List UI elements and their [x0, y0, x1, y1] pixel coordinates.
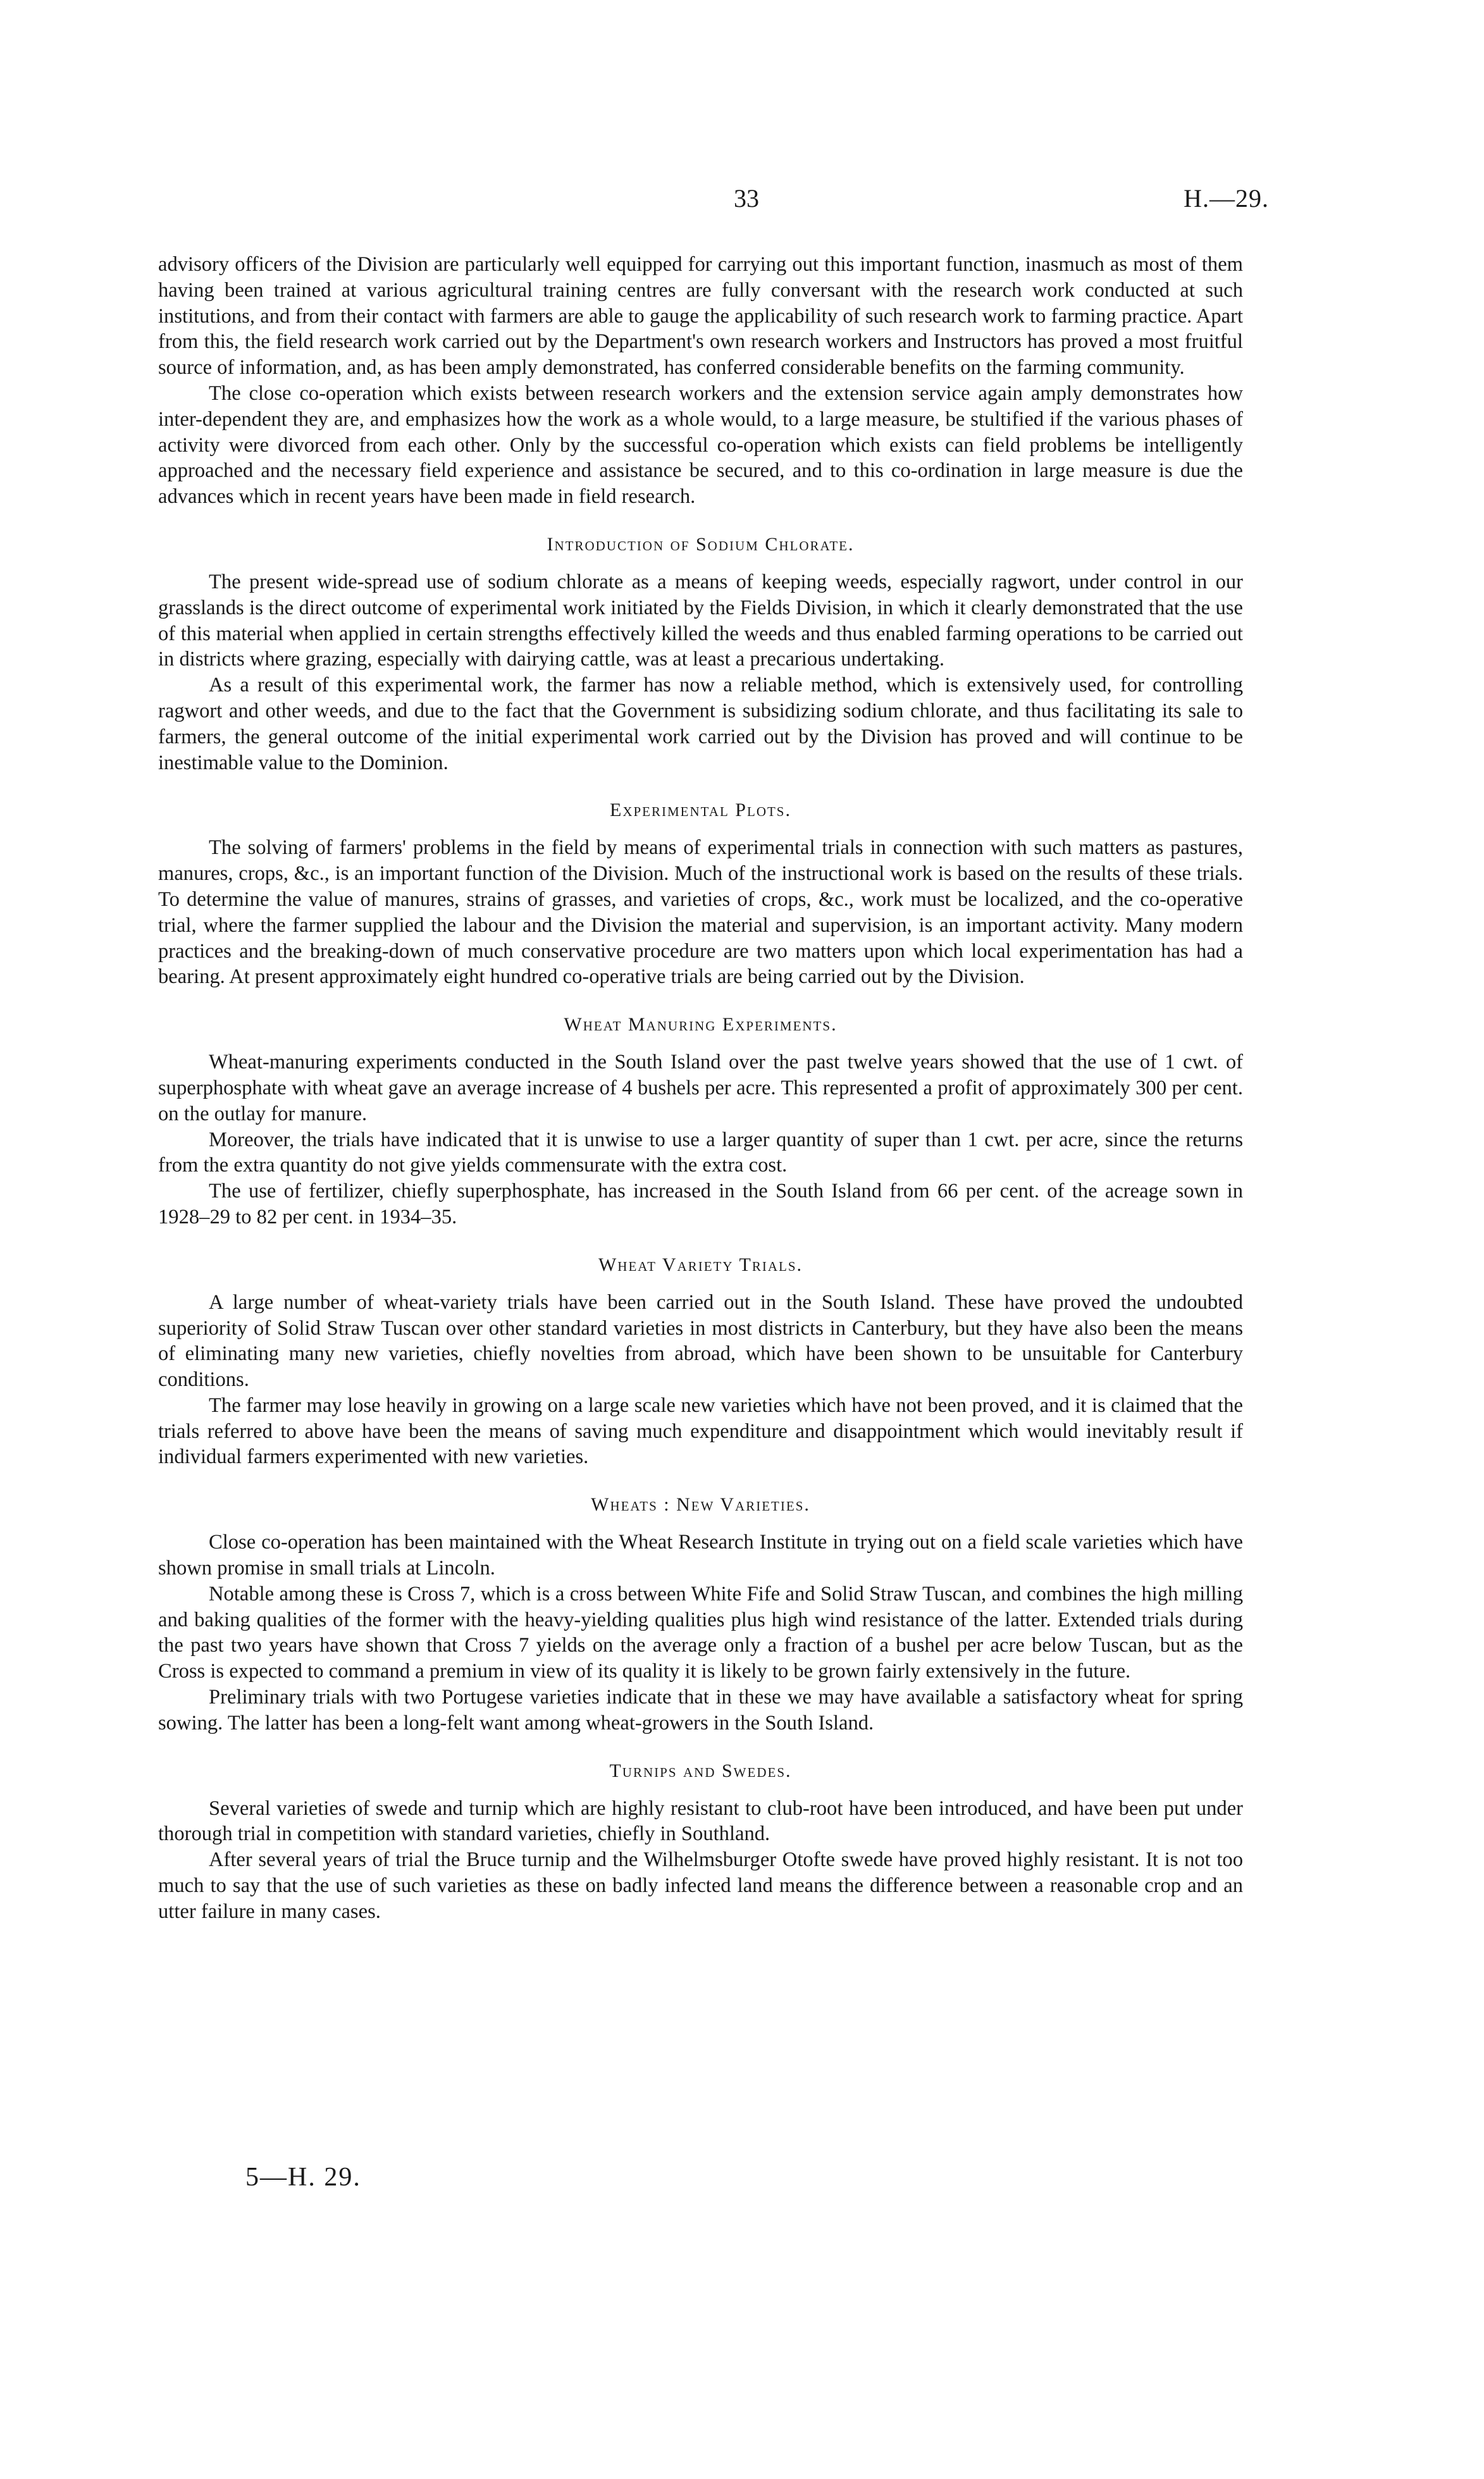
paragraph: advisory officers of the Division are particularly well equipped for carrying out this important function, inasmuch as most of them having been trained at various agricultural training centres are fully conversant with the research work conducted at such institutions, and from their contact with farmers are able to gauge the applicability of such research work to farming practice. Apart from this, the field research work carried out by the Department's own research workers and Instructors has proved a most fruitful source of information, and, as has been amply demonstrated, has conferred considerable benefits on the farming community. [158, 253, 1243, 380]
section-heading-wheat-variety-trials: Wheat Variety Trials. [598, 1254, 803, 1275]
paragraph: The solving of farmers' problems in the field by means of experimental trials in connection with such matters as pastures, manures, crops, &c., is an important function of the Division. Much of the instructional work is based on the results of these trials. To determine the value of manures, strains of grasses, and varieties of crops, &c., work must be localized, and the co-operative trial, where the farmer supplied the labour and the Division the material and supervision, is an important activity. Many modern practices and the breaking-down of much conservative procedure are two matters upon which local experimentation has had a bearing. At present approximately eight hundred co-operative trials are being carried out by the Division. [158, 836, 1243, 989]
paragraph: Several varieties of swede and turnip which are highly resistant to club-root have been introduced, and have been put under thorough trial in competition with standard varieties, chiefly in Southland. [158, 1796, 1243, 1846]
paragraph: Wheat-manuring experiments conducted in the South Island over the past twelve years showed that the use of 1 cwt. of superphosphate with wheat gave an average increase of 4 bushels per acre. This represented a profit of approximately 300 per cent. on the outlay for manure. [158, 1051, 1243, 1125]
paragraph: Notable among these is Cross 7, which is a cross between White Fife and Solid Straw Tuscan, and combines the high milling and baking qualities of the former with the heavy-yielding qualities plus high wind resistance of the latter. Extended trials during the past two years have shown that Cross 7 yields on the average only a fraction of a bushel per acre below Tuscan, but as the Cross is expected to command a premium in view of its quality it is likely to be grown fairly extensively in the future. [158, 1582, 1243, 1683]
section-heading-new-varieties: Wheats : New Varieties. [591, 1494, 810, 1516]
paragraph: After several years of trial the Bruce turnip and the Wilhelmsburger Otofte swede have proved highly resistant. It is not too much to say that the use of such varieties as these on badly infected land means the difference between a reasonable crop and an utter failure in many cases. [158, 1848, 1243, 1923]
paragraph: Moreover, the trials have indicated that it is unwise to use a larger quantity of super than 1 cwt. per acre, since the returns from the extra quantity do not give yields commensurate with the extra cost. [158, 1128, 1243, 1177]
paragraph: As a result of this experimental work, the farmer has now a reliable method, which is extensively used, for controlling ragwort and other weeds, and due to the fact that the Government is subsidizing sodium chlorate, and thus facilitating its sale to farmers, the general outcome of the initial experimental work carried out by the Division has proved and will continue to be inestimable value to the Dominion. [158, 674, 1243, 774]
section-heading-wheat-manuring: Wheat Manuring Experiments. [564, 1014, 838, 1035]
document-reference: H.—29. [1184, 184, 1269, 213]
paragraph: Preliminary trials with two Portugese varieties indicate that in these we may have available a satisfactory wheat for spring sowing. The latter has been a long-felt want among wheat-growers in the South Island. [158, 1686, 1243, 1734]
paragraph: The close co-operation which exists between research workers and the extension service again amply demonstrates how inter-dependent they are, and emphasizes how the work as a whole would, to a large measure, be stultified if the various phases of activity were divorced from each other. Only by the successful co-operation which exists can field problems be intelligently approached and the necessary field experience and assistance be secured, and to this co-ordination in large measure is due the advances which in recent years have been made in field research. [158, 381, 1243, 509]
page-body [158, 252, 1243, 1925]
page-number: 33 [734, 184, 759, 213]
section-heading-sodium-chlorate: Introduction of Sodium Chlorate. [547, 533, 855, 555]
paragraph: The present wide-spread use of sodium chlorate as a means of keeping weeds, especially ragwort, under control in our grasslands is the direct outcome of experimental work initiated by the Fields Division, in which it clearly demonstrated that the use of this material when applied in certain strengths effectively killed the weeds and thus enabled farming operations to be carried out in districts where grazing, especially with dairying cattle, was at least a precarious undertaking. [158, 570, 1243, 671]
paragraph: Close co-operation has been maintained with the Wheat Research Institute in trying out on a field scale varieties which have shown promise in small trials at Lincoln. [158, 1531, 1243, 1580]
section-heading-experimental-plots: Experimental Plots. [610, 800, 791, 821]
paragraph: The farmer may lose heavily in growing on a large scale new varieties which have not been proved, and it is claimed that the trials referred to above have been the means of saving much expenditure and disappointment which would inevitably result if individual farmers experimented with new varieties. [158, 1394, 1243, 1469]
paragraph: The use of fertilizer, chiefly superphosphate, has increased in the South Island from 66 per cent. of the acreage sown in 1928–29 to 82 per cent. in 1934–35. [158, 1180, 1243, 1228]
paragraph: A large number of wheat-variety trials have been carried out in the South Island. These have proved the undoubted superiority of Solid Straw Tuscan over other standard varieties in most districts in Canterbury, but they have also been the means of eliminating many new varieties, chiefly novelties from abroad, which have been shown to be unsuitable for Canterbury conditions. [158, 1290, 1243, 1392]
signature-mark: 5—H. 29. [245, 2163, 361, 2192]
section-heading-turnips-swedes: Turnips and Swedes. [609, 1760, 792, 1781]
